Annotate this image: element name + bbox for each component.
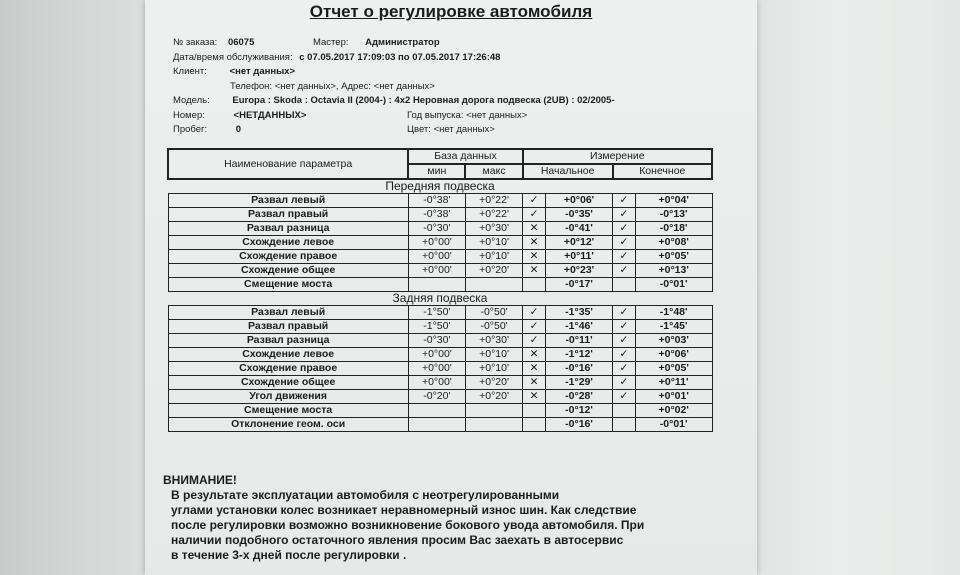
- datetime-label: Дата/время обслуживания:: [173, 52, 293, 63]
- table-row: [168, 278, 712, 292]
- initial-header: Начальное: [523, 164, 613, 179]
- final-value: +0°01': [635, 390, 712, 404]
- initial-value: -1°12': [545, 348, 612, 362]
- min-value: +0°00': [408, 376, 465, 390]
- initial-value: -0°16': [545, 418, 612, 432]
- max-value: [465, 404, 522, 418]
- min-value: [408, 418, 465, 432]
- max-value: +0°10': [465, 250, 522, 264]
- final-value: +0°06': [635, 348, 712, 362]
- min-value: -0°38': [408, 194, 465, 208]
- final-mark-icon: [613, 418, 636, 432]
- min-value: +0°00': [408, 236, 465, 250]
- final-mark-icon: [613, 278, 636, 292]
- final-mark-icon: ✓: [613, 306, 636, 320]
- db-header: База данных: [408, 149, 522, 164]
- min-value: -1°50': [408, 306, 465, 320]
- max-value: +0°30': [465, 222, 522, 236]
- initial-value: -0°41': [545, 222, 612, 236]
- initial-mark-icon: ✕: [523, 250, 546, 264]
- min-value: +0°00': [408, 250, 465, 264]
- final-mark-icon: ✓: [613, 390, 636, 404]
- final-value: -0°18': [635, 222, 712, 236]
- initial-mark-icon: ✕: [523, 264, 546, 278]
- client: [173, 66, 295, 77]
- front-section-title: Передняя подвеска: [385, 179, 495, 193]
- initial-mark-icon: ✕: [523, 362, 546, 376]
- table-row: [168, 348, 712, 362]
- final-mark-icon: ✓: [613, 236, 636, 250]
- final-header: Конечное: [613, 164, 712, 179]
- max-value: +0°10': [465, 348, 522, 362]
- warning-block: [163, 473, 723, 563]
- initial-value: -0°28': [545, 390, 612, 404]
- final-value: +0°08': [635, 236, 712, 250]
- initial-mark-icon: ✕: [523, 348, 546, 362]
- warning-line: В результате эксплуатации автомобиля с неотрегулированными: [171, 488, 560, 502]
- final-mark-icon: ✓: [613, 250, 636, 264]
- order-number: [173, 37, 254, 48]
- service-datetime: [173, 52, 500, 63]
- initial-value: -0°16': [545, 362, 612, 376]
- final-value: +0°13': [635, 264, 712, 278]
- param-name: Отклонение геом. оси: [168, 418, 408, 432]
- table-row: [168, 334, 712, 348]
- master: [313, 37, 440, 48]
- param-name: Развал левый: [168, 306, 408, 320]
- max-value: +0°22': [465, 194, 522, 208]
- min-value: +0°00': [408, 348, 465, 362]
- model: [173, 95, 615, 106]
- initial-value: -1°29': [545, 376, 612, 390]
- initial-mark-icon: [523, 278, 546, 292]
- warning-line: наличии подобного остаточного явления просим Вас заехать в автосервис: [171, 533, 624, 547]
- initial-value: -0°11': [545, 334, 612, 348]
- final-value: -1°45': [635, 320, 712, 334]
- report-sheet: [145, 0, 757, 575]
- background-right: [755, 0, 960, 575]
- param-name: Развал разница: [168, 334, 408, 348]
- datetime-value: с 07.05.2017 17:09:03 по 07.05.2017 17:26:48: [299, 52, 501, 63]
- warning-line: углами установки колес возникает неравномерный износ шин. Как следствие: [171, 503, 637, 517]
- max-value: +0°20': [465, 390, 522, 404]
- final-mark-icon: ✓: [613, 376, 636, 390]
- initial-mark-icon: ✕: [523, 222, 546, 236]
- param-name: Развал левый: [168, 194, 408, 208]
- model-value: Europa : Skoda : Octavia II (2004-) : 4x2 Неровная дорога подвеска (2UB) : 02/2005-: [232, 95, 615, 106]
- initial-mark-icon: ✓: [523, 320, 546, 334]
- table-row: [168, 418, 712, 432]
- table-row: [168, 362, 712, 376]
- param-name: Схождение общее: [168, 264, 408, 278]
- max-value: +0°10': [465, 236, 522, 250]
- mileage-label: Пробег:: [173, 124, 208, 135]
- max-header: макс: [465, 164, 522, 179]
- max-value: +0°30': [465, 334, 522, 348]
- param-name: Развал правый: [168, 208, 408, 222]
- min-value: +0°00': [408, 264, 465, 278]
- initial-mark-icon: [523, 418, 546, 432]
- final-value: -0°01': [635, 278, 712, 292]
- final-value: -1°48': [635, 306, 712, 320]
- final-mark-icon: ✓: [613, 320, 636, 334]
- initial-value: +0°06': [545, 194, 612, 208]
- initial-mark-icon: ✓: [523, 334, 546, 348]
- order-value: 06075: [227, 37, 255, 48]
- param-name: Развал разница: [168, 222, 408, 236]
- param-name: Развал правый: [168, 320, 408, 334]
- mileage-value: 0: [235, 124, 242, 135]
- final-value: +0°04': [635, 194, 712, 208]
- max-value: -0°50': [465, 320, 522, 334]
- min-value: -0°38': [408, 208, 465, 222]
- initial-value: -0°17': [545, 278, 612, 292]
- max-value: [465, 418, 522, 432]
- warning-title: ВНИМАНИЕ!: [163, 473, 237, 487]
- min-value: [408, 404, 465, 418]
- min-header: мин: [408, 164, 465, 179]
- final-mark-icon: ✓: [613, 264, 636, 278]
- final-value: +0°05': [635, 362, 712, 376]
- final-value: -0°01': [635, 418, 712, 432]
- max-value: +0°10': [465, 362, 522, 376]
- initial-mark-icon: ✓: [523, 194, 546, 208]
- final-mark-icon: ✓: [613, 208, 636, 222]
- warning-line: в течение 3-х дней после регулировки .: [171, 548, 407, 562]
- param-header: Наименование параметра: [168, 149, 408, 179]
- table-row: [168, 236, 712, 250]
- initial-value: +0°11': [545, 250, 612, 264]
- master-label: Мастер:: [313, 37, 349, 48]
- final-value: +0°03': [635, 334, 712, 348]
- mileage: [173, 124, 241, 135]
- final-value: -0°13': [635, 208, 712, 222]
- min-value: -0°30': [408, 334, 465, 348]
- warning-line: после регулировки возможно возникновение бокового увода автомобиля. При: [171, 518, 645, 532]
- initial-value: -0°12': [545, 404, 612, 418]
- initial-mark-icon: ✕: [523, 236, 546, 250]
- table-row: [168, 194, 712, 208]
- car-color: Цвет: <нет данных>: [407, 124, 495, 135]
- initial-value: +0°12': [545, 236, 612, 250]
- initial-value: -1°46': [545, 320, 612, 334]
- order-label: № заказа:: [173, 37, 218, 48]
- max-value: [465, 278, 522, 292]
- table-row: [168, 320, 712, 334]
- model-label: Модель:: [173, 95, 210, 106]
- initial-mark-icon: ✓: [523, 306, 546, 320]
- final-value: +0°11': [635, 376, 712, 390]
- max-value: -0°50': [465, 306, 522, 320]
- phone-address: Телефон: <нет данных>, Адрес: <нет данных>: [230, 81, 435, 92]
- max-value: +0°20': [465, 264, 522, 278]
- warning-text: [163, 488, 723, 563]
- number-value: <НЕТДАННЫХ>: [233, 110, 307, 121]
- min-value: [408, 278, 465, 292]
- table-row: [168, 404, 712, 418]
- initial-value: +0°23': [545, 264, 612, 278]
- table-row: [168, 222, 712, 236]
- param-name: Смещение моста: [168, 404, 408, 418]
- manufacture-year: Год выпуска: <нет данных>: [407, 110, 528, 121]
- final-mark-icon: ✓: [613, 222, 636, 236]
- initial-value: -0°35': [545, 208, 612, 222]
- initial-mark-icon: [523, 404, 546, 418]
- param-name: Схождение правое: [168, 362, 408, 376]
- param-name: Смещение моста: [168, 278, 408, 292]
- final-mark-icon: ✓: [613, 362, 636, 376]
- param-name: Схождение левое: [168, 348, 408, 362]
- max-value: +0°20': [465, 376, 522, 390]
- min-value: +0°00': [408, 362, 465, 376]
- client-value: <нет данных>: [229, 66, 296, 77]
- rear-section-title: Задняя подвеска: [392, 291, 488, 305]
- table-row: [168, 306, 712, 320]
- min-value: -0°30': [408, 222, 465, 236]
- number-label: Номер:: [173, 110, 205, 121]
- measure-header: Измерение: [523, 149, 712, 164]
- table-row: [168, 250, 712, 264]
- min-value: -0°20': [408, 390, 465, 404]
- initial-mark-icon: ✓: [523, 208, 546, 222]
- initial-value: -1°35': [545, 306, 612, 320]
- initial-mark-icon: ✕: [523, 376, 546, 390]
- param-name: Угол движения: [168, 390, 408, 404]
- final-mark-icon: ✓: [613, 348, 636, 362]
- background-left: [0, 0, 150, 575]
- param-name: Схождение правое: [168, 250, 408, 264]
- alignment-table: [167, 148, 713, 432]
- table-row: [168, 208, 712, 222]
- master-value: Администратор: [365, 37, 440, 48]
- table-row: [168, 376, 712, 390]
- final-mark-icon: [613, 404, 636, 418]
- client-label: Клиент:: [173, 66, 207, 77]
- final-mark-icon: ✓: [613, 194, 636, 208]
- final-mark-icon: ✓: [613, 334, 636, 348]
- min-value: -1°50': [408, 320, 465, 334]
- initial-mark-icon: ✕: [523, 390, 546, 404]
- max-value: +0°22': [465, 208, 522, 222]
- plate-number: [173, 110, 306, 121]
- table-row: [168, 264, 712, 278]
- param-name: Схождение общее: [168, 376, 408, 390]
- table-row: [168, 390, 712, 404]
- param-name: Схождение левое: [168, 236, 408, 250]
- final-value: +0°05': [635, 250, 712, 264]
- final-value: +0°02': [635, 404, 712, 418]
- report-title: Отчет о регулировке автомобиля: [309, 2, 593, 21]
